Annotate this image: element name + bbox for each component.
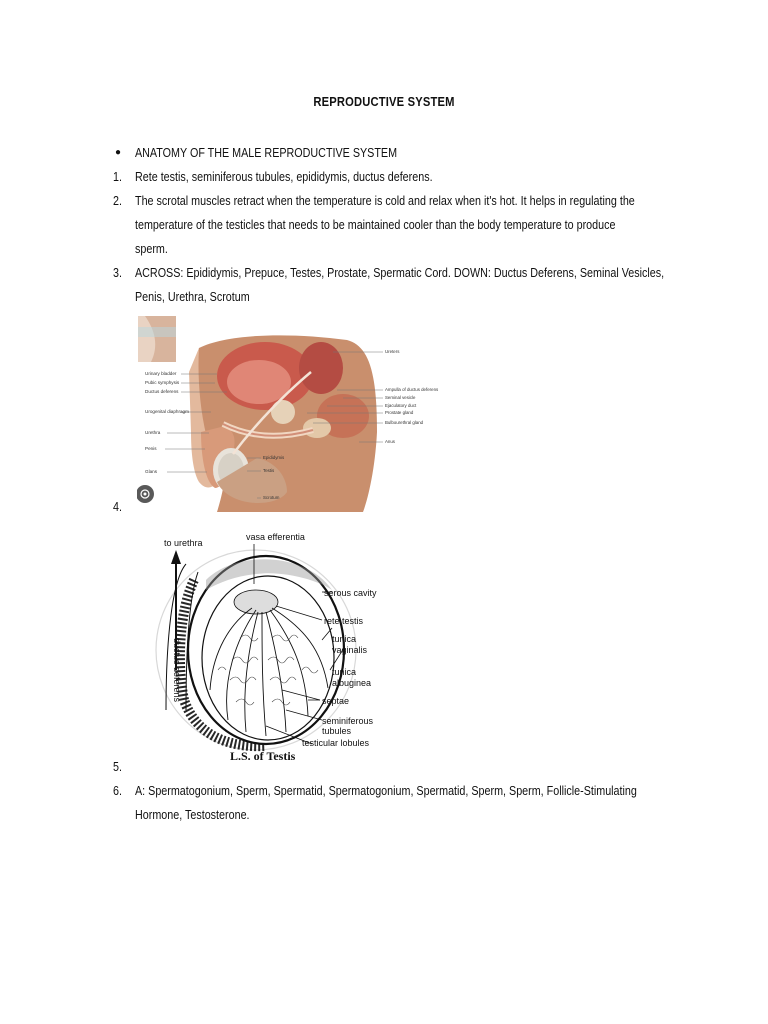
male-reproductive-anatomy-figure xyxy=(137,312,448,512)
label-anus: Anus xyxy=(385,439,396,444)
label-vasa-efferentia: vasa efferentia xyxy=(246,532,305,542)
label-seminiferous-1: seminiferous xyxy=(322,716,374,726)
item-text: Penis, Urethra, Scrotum xyxy=(135,290,250,304)
bullet-icon: ● xyxy=(115,147,122,158)
item-text: Hormone, Testosterone. xyxy=(135,808,250,822)
label-epididymis: Epididymis xyxy=(263,455,285,460)
bullet-heading: ANATOMY OF THE MALE REPRODUCTIVE SYSTEM xyxy=(135,146,398,160)
item-number: 2. xyxy=(113,194,122,208)
item-text: temperature of the testicles that needs to be maintained cooler than the body temperature to produce xyxy=(135,218,616,232)
label-urinary-bladder: Urinary bladder xyxy=(145,371,177,376)
label-ejaculatory-duct: Ejaculatory duct xyxy=(385,403,417,408)
label-glans: Glans xyxy=(145,469,158,474)
label-pubic-symphysis: Pubic symphysis xyxy=(145,380,180,385)
label-serous-cavity: serous cavity xyxy=(324,588,377,598)
label-tunica-vaginalis-2: vaginalis xyxy=(332,645,368,655)
item-number: 5. xyxy=(113,760,122,774)
item-text: ACROSS: Epididymis, Prepuce, Testes, Prostate, Spermatic Cord. DOWN: Ductus Deferens, Seminal Vesicles, xyxy=(135,266,665,280)
item-text: A: Spermatogonium, Sperm, Spermatid, Spermatogonium, Spermatid, Sperm, Sperm, Follicle-Stimulating xyxy=(135,784,637,798)
label-to-urethra: to urethra xyxy=(164,538,203,548)
item-text: sperm. xyxy=(135,242,168,256)
label-ductus-deferens: Ductus deferens xyxy=(145,389,179,394)
label-seminiferous-2: tubules xyxy=(322,726,352,736)
label-tunica-vaginalis-1: tunica xyxy=(332,634,357,644)
label-scrotum: Scrotum xyxy=(263,495,280,500)
label-tunica-albuginea-1: tunica xyxy=(332,667,357,677)
label-ampulla: Ampulla of ductus deferens xyxy=(385,387,439,392)
item-number: 6. xyxy=(113,784,122,798)
page-title: REPRODUCTIVE SYSTEM xyxy=(313,94,455,109)
label-prostate-gland: Prostate gland xyxy=(385,410,414,415)
label-urethra: Urethra xyxy=(145,430,161,435)
label-testicular-lobules: testicular lobules xyxy=(302,738,370,748)
item-number: 4. xyxy=(113,500,122,514)
label-rete-testis: rete testis xyxy=(324,616,364,626)
item-text: The scrotal muscles retract when the temperature is cold and relax when it's hot. It helps in regulating the xyxy=(135,194,635,208)
label-urogenital-diaphragm: Urogenital diaphragm xyxy=(145,409,189,414)
label-septae: septae xyxy=(322,696,350,706)
label-bulbourethral-gland: Bulbourethral gland xyxy=(385,420,424,425)
label-testis: Testis xyxy=(263,468,275,473)
testis-longitudinal-section-figure xyxy=(136,520,392,768)
label-seminal-vesicle: Seminal vesicle xyxy=(385,395,416,400)
item-text: Rete testis, seminiferous tubules, epididymis, ductus deferens. xyxy=(135,170,433,184)
item-number: 1. xyxy=(113,170,122,184)
label-penis: Penis xyxy=(145,446,157,451)
label-tunica-albuginea-2: albuginea xyxy=(332,678,372,688)
label-ureters: Ureters xyxy=(385,349,400,354)
figure-caption: L.S. of Testis xyxy=(230,749,296,763)
label-ductus-deferens: ductus deferens xyxy=(172,638,182,703)
item-number: 3. xyxy=(113,266,122,280)
